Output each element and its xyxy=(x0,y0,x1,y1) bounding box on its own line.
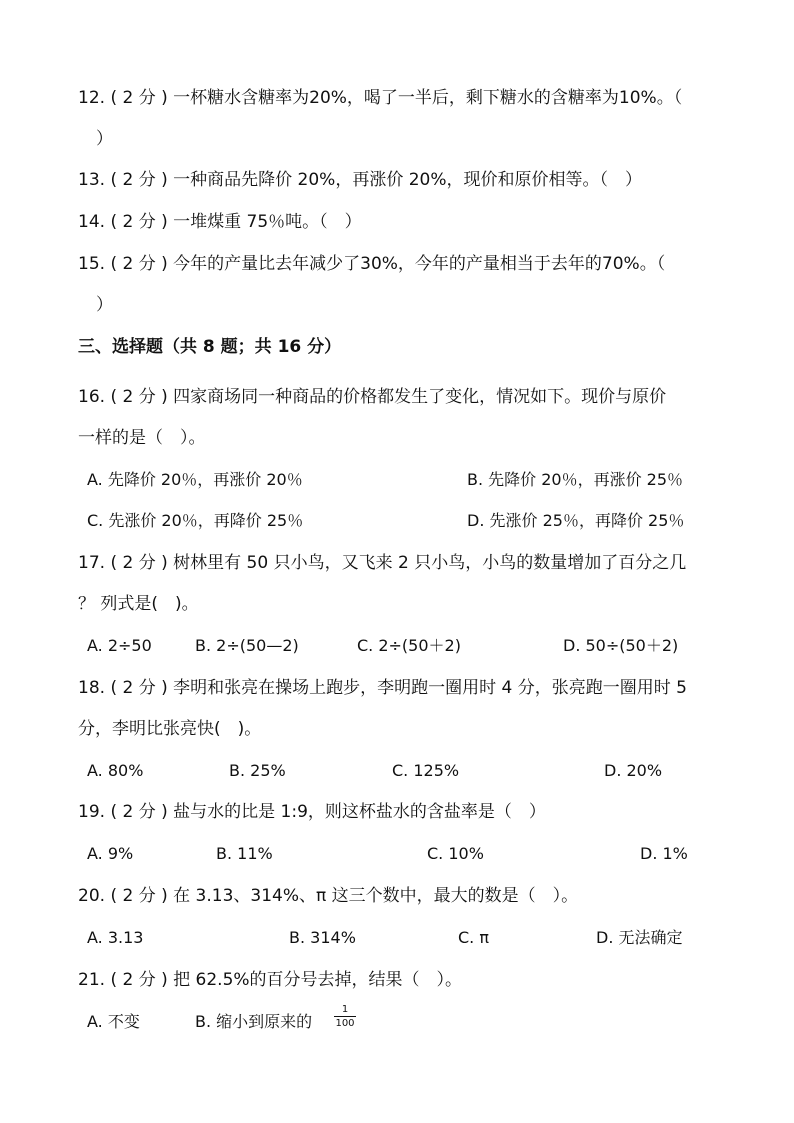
fraction-denominator: 100 xyxy=(335,1018,355,1029)
question-18-line-2: 分，李明比张亮快( )。 xyxy=(78,719,262,739)
question-20: 20. ( 2 分 ) 在 3.13、314%、π 这三个数中，最大的数是（ ）。 xyxy=(78,886,579,906)
q18-option-c: C. 125% xyxy=(392,761,460,780)
question-19: 19. ( 2 分 ) 盐与水的比是 1:9，则这杯盐水的含盐率是（ ） xyxy=(78,802,546,822)
question-16-line-2: 一样的是（ ）。 xyxy=(78,428,206,448)
q17-option-c: C. 2÷(50＋2) xyxy=(357,636,461,655)
question-14: 14. ( 2 分 ) 一堆煤重 75％吨。（ ） xyxy=(78,212,362,232)
q20-option-b: B. 314% xyxy=(289,928,356,947)
question-16-line-1: 16. ( 2 分 ) 四家商场同一种商品的价格都发生了变化，情况如下。现价与原价 xyxy=(78,387,667,407)
q20-option-d: D. 无法确定 xyxy=(596,928,683,947)
q19-option-c: C. 10% xyxy=(427,844,484,863)
fraction-numerator: 1 xyxy=(341,1004,349,1015)
q17-option-d: D. 50÷(50＋2) xyxy=(563,636,679,655)
q17-option-b: B. 2÷(50—2) xyxy=(195,636,299,655)
question-12-line-1: 12. ( 2 分 ) 一杯糖水含糖率为20%，喝了一半后，剩下糖水的含糖率为10%。（ xyxy=(78,88,683,108)
question-13: 13. ( 2 分 ) 一种商品先降价 20%，再涨价 20%，现价和原价相等。（ ） xyxy=(78,170,643,190)
fraction-one-hundredth xyxy=(334,1004,356,1029)
q16-option-a: A. 先降价 20％，再涨价 20％ xyxy=(87,470,303,489)
fraction-bar xyxy=(334,1016,356,1017)
q18-option-b: B. 25% xyxy=(229,761,286,780)
q19-option-a: A. 9% xyxy=(87,844,134,863)
q21-option-b: B. 缩小到原来的 xyxy=(195,1012,313,1031)
section-title-choice: 三、选择题（共 8 题；共 16 分） xyxy=(78,337,342,357)
q20-option-c: C. π xyxy=(458,928,489,947)
q21-option-a: A. 不变 xyxy=(87,1012,140,1031)
question-17-line-2: ？ 列式是( )。 xyxy=(78,594,199,614)
question-12-line-2: ） xyxy=(96,129,113,149)
q19-option-d: D. 1% xyxy=(640,844,688,863)
question-18-line-1: 18. ( 2 分 ) 李明和张亮在操场上跑步，李明跑一圈用时 4 分，张亮跑一圈用时 5 xyxy=(78,678,687,698)
question-15-line-2: ） xyxy=(96,295,113,315)
q17-option-a: A. 2÷50 xyxy=(87,636,152,655)
question-15-line-1: 15. ( 2 分 ) 今年的产量比去年减少了30%，今年的产量相当于去年的70%。（ xyxy=(78,254,666,274)
q16-option-b: B. 先降价 20％，再涨价 25％ xyxy=(467,470,684,489)
q19-option-b: B. 11% xyxy=(216,844,273,863)
question-17-line-1: 17. ( 2 分 ) 树林里有 50 只小鸟，又飞来 2 只小鸟，小鸟的数量增加了百分之几 xyxy=(78,553,687,573)
question-21: 21. ( 2 分 ) 把 62.5%的百分号去掉，结果（ ）。 xyxy=(78,970,463,990)
q18-option-d: D. 20% xyxy=(604,761,663,780)
q18-option-a: A. 80% xyxy=(87,761,144,780)
q16-option-d: D. 先涨价 25％，再降价 25％ xyxy=(467,511,685,530)
q20-option-a: A. 3.13 xyxy=(87,928,144,947)
q16-option-c: C. 先涨价 20％，再降价 25％ xyxy=(87,511,304,530)
